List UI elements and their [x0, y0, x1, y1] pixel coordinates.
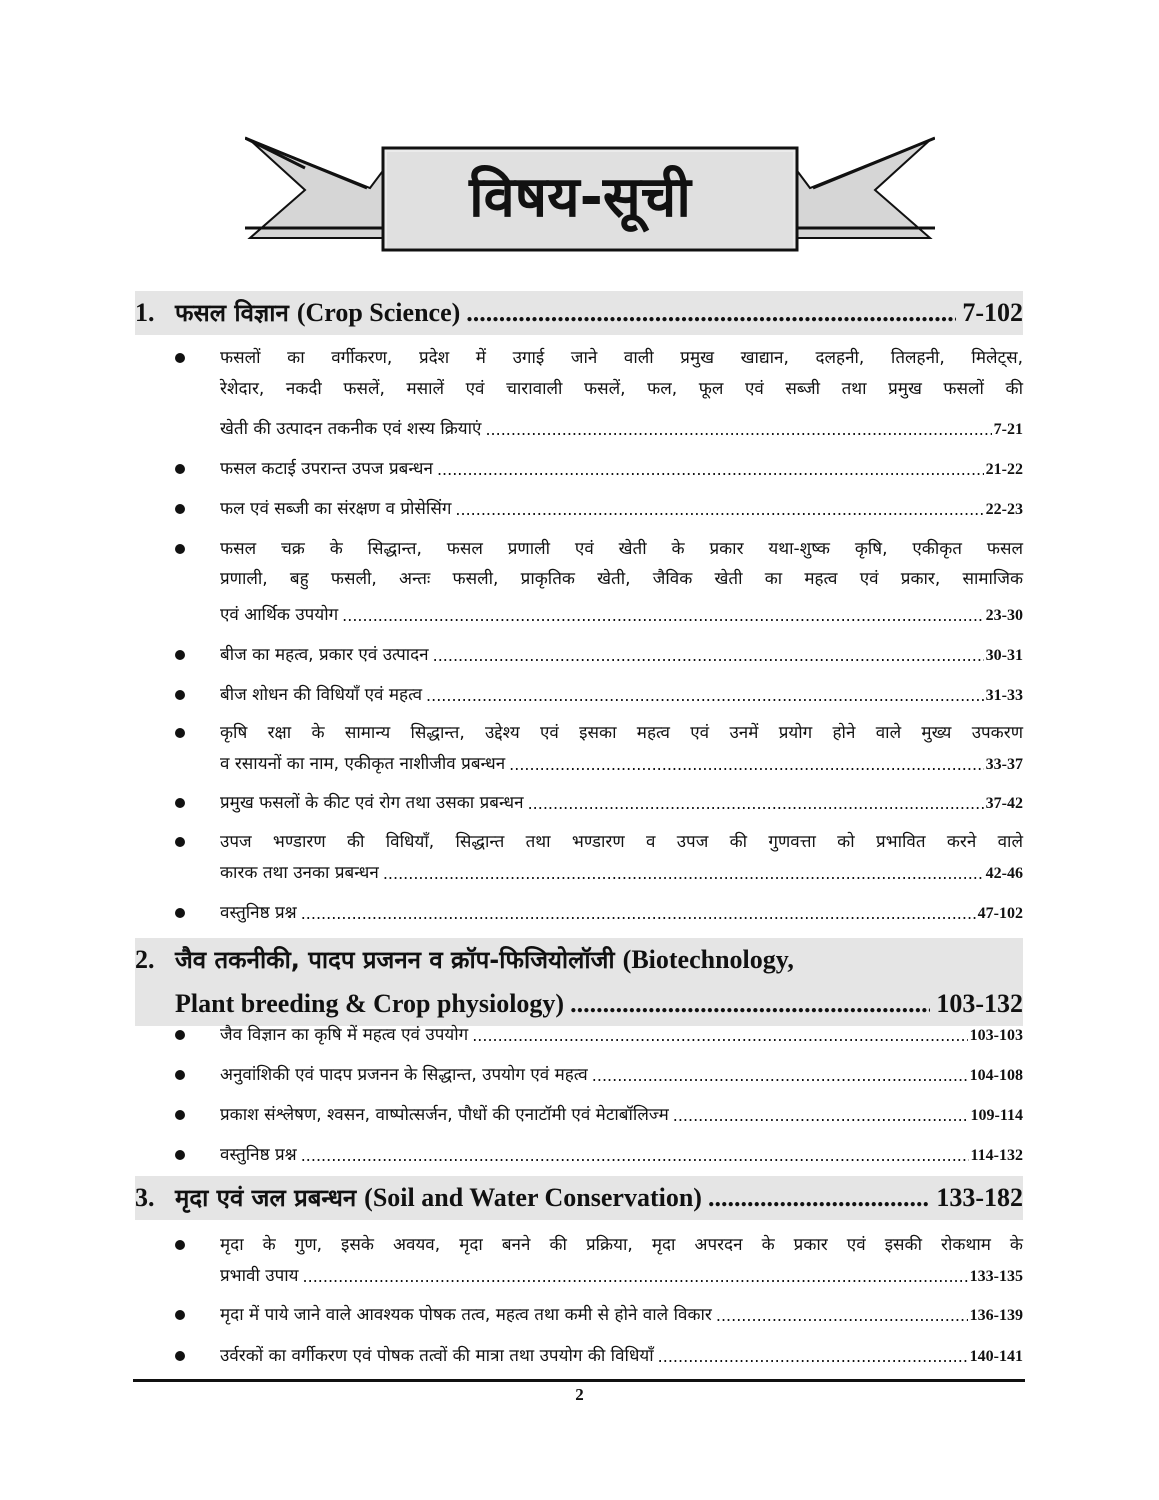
entry-page-range: 104-108: [969, 1067, 1023, 1084]
section-title-english: (Biotechnology,: [622, 945, 794, 974]
toc-entry: [175, 1302, 1023, 1328]
section-page-range: 133-182: [936, 1183, 1023, 1212]
dot-leader: [466, 291, 956, 335]
dot-leader: [455, 500, 983, 519]
section-title-english-line2: Plant breeding & Crop physiology): [175, 989, 565, 1018]
entry-text-line: मृदा में पाये जाने वाले आवश्यक पोषक तत्व, महत्व तथा कमी से होने वाले विकार: [220, 1305, 712, 1325]
toc-entry: [175, 1062, 1023, 1088]
entry-text-line: जैव विज्ञान का कृषि में महत्व एवं उपयोग: [220, 1025, 469, 1045]
toc-entry: [175, 829, 1023, 887]
toc-entry: [175, 345, 1023, 440]
dot-leader: [472, 1026, 967, 1045]
entry-page-range: 33-37: [985, 756, 1023, 773]
entry-text-line: फसल कटाई उपरान्त उपज प्रबन्धन: [220, 459, 433, 479]
dot-leader: [426, 686, 984, 705]
page-title: विषय-सूची: [469, 165, 691, 230]
entry-page-range: 7-21: [993, 421, 1023, 438]
toc-entry: [175, 1142, 1023, 1168]
dot-leader: [433, 646, 984, 665]
dot-leader: [658, 1347, 968, 1366]
entry-text-line: वस्तुनिष्ठ प्रश्न: [220, 903, 297, 923]
dot-leader: [485, 420, 991, 439]
section-title-hindi: मृदा एवं जल प्रबन्धन: [175, 1184, 357, 1212]
bullet-icon: [175, 464, 185, 474]
bullet-icon: [175, 837, 185, 847]
section-number: 1.: [135, 298, 155, 327]
entry-page-range: 37-42: [985, 795, 1023, 812]
toc-entry: [175, 456, 1023, 482]
dot-leader: [509, 755, 984, 774]
toc-entry: [175, 682, 1023, 708]
entry-page-range: 23-30: [985, 607, 1023, 624]
bullet-icon: [175, 1310, 185, 1320]
entry-text-line: कृषि रक्षा के सामान्य सिद्धान्त, उद्देश्य एवं इसका महत्व एवं उनमें प्रयोग होने वाले मुख्य उपकरण: [220, 723, 1023, 743]
entry-page-range: 22-23: [985, 501, 1023, 518]
toc-entry: [175, 790, 1023, 816]
dot-leader: [437, 460, 984, 479]
entry-text-line: फल एवं सब्जी का संरक्षण व प्रोसेसिंग: [220, 499, 452, 519]
entry-page-range: 21-22: [985, 461, 1023, 478]
section-heading-2: [135, 938, 1023, 1026]
bullet-icon: [175, 1030, 185, 1040]
footer-rule: [133, 1379, 1025, 1382]
entry-text-line: प्रणाली, बहु फसली, अन्तः फसली, प्राकृतिक खेती, जैविक खेती का महत्व एवं प्रकार, सामाजिक: [220, 569, 1023, 589]
dot-leader: [592, 1066, 968, 1085]
dot-leader: [303, 1267, 968, 1286]
dot-leader: [528, 794, 984, 813]
entry-text-line: प्रभावी उपाय: [220, 1266, 299, 1286]
entry-page-range: 103-103: [969, 1027, 1023, 1044]
entry-text-line: प्रमुख फसलों के कीट एवं रोग तथा उसका प्रबन्धन: [220, 793, 524, 813]
bullet-icon: [175, 908, 185, 918]
toc-entry: [175, 1343, 1023, 1369]
entry-page-range: 31-33: [985, 687, 1023, 704]
toc-entry: [175, 1102, 1023, 1128]
section-title-hindi: जैव तकनीकी, पादप प्रजनन व क्रॉप-फिजियोलॉजी: [175, 946, 615, 974]
section-title-english: (Crop Science): [296, 298, 461, 327]
dot-leader: [301, 904, 976, 923]
entry-text-line: अनुवांशिकी एवं पादप प्रजनन के सिद्धान्त, उपयोग एवं महत्व: [220, 1065, 588, 1085]
toc-entry: [175, 496, 1023, 522]
dot-leader: [383, 864, 984, 883]
entry-text-line: रेशेदार, नकदी फसलें, मसालें एवं चारावाली फसलें, फल, फूल एवं सब्जी तथा प्रमुख फसलों की: [220, 379, 1023, 399]
entry-text-line: खेती की उत्पादन तकनीक एवं शस्य क्रियाएं: [220, 419, 482, 439]
entry-text-line: फसल चक्र के सिद्धान्त, फसल प्रणाली एवं खेती के प्रकार यथा-शुष्क कृषि, एकीकृत फसल: [220, 539, 1023, 559]
entry-text-line: फसलों का वर्गीकरण, प्रदेश में उगाई जाने वाली प्रमुख खाद्यान, दलहनी, तिलहनी, मिलेट्स,: [220, 348, 1023, 368]
page-number: 2: [575, 1385, 584, 1404]
dot-leader: [708, 1176, 930, 1220]
bullet-icon: [175, 544, 185, 554]
entry-page-range: 42-46: [985, 865, 1023, 882]
entry-page-range: 140-141: [969, 1348, 1023, 1365]
dot-leader: [716, 1306, 968, 1325]
bullet-icon: [175, 1351, 185, 1361]
section-page-range: 103-132: [936, 989, 1023, 1018]
entry-page-range: 136-139: [969, 1307, 1023, 1324]
entry-text-line: प्रकाश संश्लेषण, श्वसन, वाष्पोत्सर्जन, पौधों की एनाटॉमी एवं मेटाबॉलिज्म: [220, 1105, 669, 1125]
bullet-icon: [175, 650, 185, 660]
toc-entry: [175, 1022, 1023, 1048]
entry-text-line: कारक तथा उनका प्रबन्धन: [220, 863, 379, 883]
section-title-hindi: फसल विज्ञान: [175, 299, 289, 327]
entry-text-line: व रसायनों का नाम, एकीकृत नाशीजीव प्रबन्धन: [220, 754, 506, 774]
entry-page-range: 114-132: [970, 1147, 1023, 1164]
section-heading-1: [135, 291, 1023, 335]
bullet-icon: [175, 1070, 185, 1080]
section-number: 3.: [135, 1183, 155, 1212]
dot-leader: [342, 606, 984, 625]
section-title-english: (Soil and Water Conservation): [364, 1183, 702, 1212]
bullet-icon: [175, 1240, 185, 1250]
dot-leader: [673, 1106, 969, 1125]
entry-text-line: उपज भण्डारण की विधियाँ, सिद्धान्त तथा भण्डारण व उपज की गुणवत्ता को प्रभावित करने वाले: [220, 832, 1023, 852]
bullet-icon: [175, 1110, 185, 1120]
toc-entry: [175, 1232, 1023, 1290]
entry-text-line: मृदा के गुण, इसके अवयव, मृदा बनने की प्रक्रिया, मृदा अपरदन के प्रकार एवं इसकी रोकथाम के: [220, 1235, 1023, 1255]
bullet-icon: [175, 353, 185, 363]
bullet-icon: [175, 798, 185, 808]
entry-text-line: बीज का महत्व, प्रकार एवं उत्पादन: [220, 645, 429, 665]
dot-leader: [301, 1146, 969, 1165]
bullet-icon: [175, 504, 185, 514]
toc-entry: [175, 720, 1023, 778]
entry-page-range: 30-31: [985, 647, 1023, 664]
bullet-icon: [175, 728, 185, 738]
dot-leader: [570, 982, 930, 1026]
toc-entry: [175, 900, 1023, 926]
toc-entry: [175, 536, 1023, 628]
entry-page-range: 109-114: [970, 1107, 1023, 1124]
toc-entry: [175, 642, 1023, 668]
entry-text-line: वस्तुनिष्ठ प्रश्न: [220, 1145, 297, 1165]
section-heading-3: [135, 1176, 1023, 1220]
entry-text-line: उर्वरकों का वर्गीकरण एवं पोषक तत्वों की मात्रा तथा उपयोग की विधियाँ: [220, 1346, 654, 1366]
bullet-icon: [175, 690, 185, 700]
section-page-range: 7-102: [962, 298, 1023, 327]
entry-page-range: 133-135: [969, 1268, 1023, 1285]
entry-text-line: बीज शोधन की विधियाँ एवं महत्व: [220, 685, 423, 705]
bullet-icon: [175, 1150, 185, 1160]
entry-text-line: एवं आर्थिक उपयोग: [220, 605, 339, 625]
section-number: 2.: [135, 945, 155, 974]
entry-page-range: 47-102: [977, 905, 1023, 922]
